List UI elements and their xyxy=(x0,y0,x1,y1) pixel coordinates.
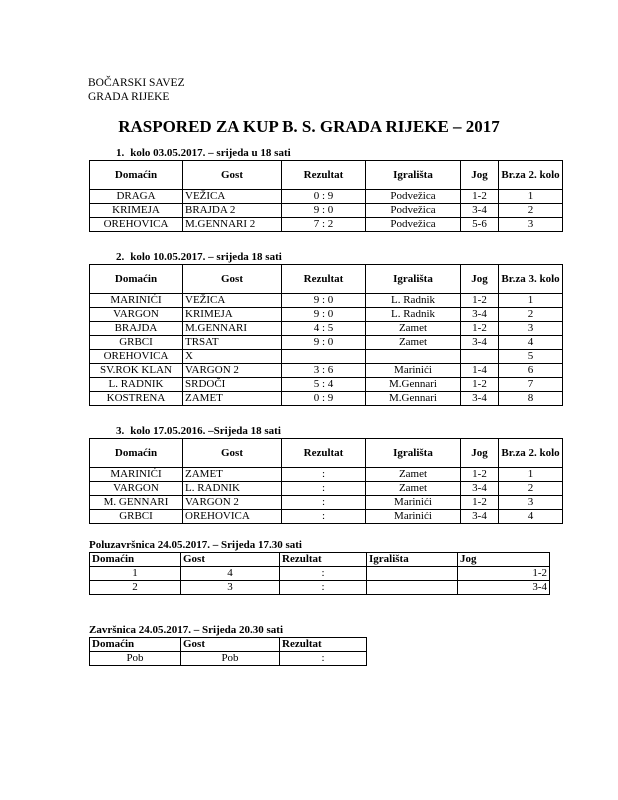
table-cell: DRAGA xyxy=(90,190,183,204)
table-cell: 7 : 2 xyxy=(282,218,366,232)
table-row xyxy=(90,567,550,581)
table-row xyxy=(90,308,563,322)
table-cell: Podvežica xyxy=(366,218,461,232)
table-cell: L. Radnik xyxy=(366,308,461,322)
table-cell: 3-4 xyxy=(461,204,499,218)
column-header: Rezultat xyxy=(282,161,366,190)
table-cell: Zamet xyxy=(366,336,461,350)
column-header: Gost xyxy=(181,638,280,652)
table-cell: 3 xyxy=(499,322,563,336)
table-cell xyxy=(367,567,458,581)
table-cell: 2 xyxy=(499,204,563,218)
column-header: Jog xyxy=(461,161,499,190)
column-header: Br.za 2. kolo xyxy=(499,439,563,468)
table-cell: 1-2 xyxy=(461,496,499,510)
table-cell: 8 xyxy=(499,392,563,406)
table-cell: Zamet xyxy=(366,468,461,482)
table-cell: Marinići xyxy=(366,510,461,524)
table-cell: 4 xyxy=(499,510,563,524)
table-cell: Podvežica xyxy=(366,190,461,204)
column-header: Gost xyxy=(183,439,282,468)
table-cell: 7 xyxy=(499,378,563,392)
table-row xyxy=(90,294,563,308)
column-header: Rezultat xyxy=(280,553,367,567)
column-header: Jog xyxy=(461,265,499,294)
table-cell: Marinići xyxy=(366,364,461,378)
table-cell: 3-4 xyxy=(458,581,550,595)
header-line-1: BOČARSKI SAVEZ xyxy=(88,77,185,89)
table-cell: MARINIĆI xyxy=(90,294,183,308)
table-cell: 1-2 xyxy=(461,294,499,308)
round-heading-text: kolo 10.05.2017. – srijeda 18 sati xyxy=(130,251,282,263)
table-cell: 2 xyxy=(499,482,563,496)
table-header-row xyxy=(90,439,563,468)
table-cell: M.GENNARI 2 xyxy=(183,218,282,232)
table-cell: KRIMEJA xyxy=(90,204,183,218)
column-header: Rezultat xyxy=(282,265,366,294)
table-cell: X xyxy=(183,350,282,364)
table-cell: KRIMEJA xyxy=(183,308,282,322)
table-cell: 9 : 0 xyxy=(282,336,366,350)
semifinal-heading: Poluzavršnica 24.05.2017. – Srijeda 17.30 sati xyxy=(89,539,302,551)
column-header: Igrališta xyxy=(366,439,461,468)
table-cell: : xyxy=(282,496,366,510)
table-cell: 9 : 0 xyxy=(282,204,366,218)
table-row xyxy=(90,496,563,510)
column-header: Domaćin xyxy=(90,553,181,567)
table-cell: 1-2 xyxy=(461,378,499,392)
table-cell: ZAMET xyxy=(183,468,282,482)
table-cell: : xyxy=(282,468,366,482)
column-header: Igrališta xyxy=(367,553,458,567)
table-header-row xyxy=(90,161,563,190)
column-header: Jog xyxy=(461,439,499,468)
column-header: Igrališta xyxy=(366,265,461,294)
table-cell: 1 xyxy=(499,294,563,308)
table-cell: GRBCI xyxy=(90,510,183,524)
table-cell: VEŽICA xyxy=(183,190,282,204)
round-heading xyxy=(116,147,291,159)
table-cell: 1 xyxy=(90,567,181,581)
column-header: Domaćin xyxy=(90,638,181,652)
table-cell: : xyxy=(280,652,367,666)
column-header: Br.za 2. kolo xyxy=(499,161,563,190)
table-cell: 1 xyxy=(499,190,563,204)
table-row xyxy=(90,392,563,406)
round-heading-text: kolo 17.05.2016. –Srijeda 18 sati xyxy=(130,425,281,437)
column-header: Jog xyxy=(458,553,550,567)
table-cell: 3 xyxy=(499,496,563,510)
table-row xyxy=(90,482,563,496)
table-row xyxy=(90,652,367,666)
table-cell: 4 xyxy=(181,567,280,581)
final-heading: Završnica 24.05.2017. – Srijeda 20.30 sati xyxy=(89,624,284,636)
round-table xyxy=(89,160,563,232)
table-row xyxy=(90,510,563,524)
federation-header xyxy=(88,76,185,104)
column-header: Rezultat xyxy=(280,638,367,652)
column-header: Rezultat xyxy=(282,439,366,468)
table-cell: TRSAT xyxy=(183,336,282,350)
table-header-row xyxy=(90,553,550,567)
table-row xyxy=(90,218,563,232)
table-cell: BRAJDA 2 xyxy=(183,204,282,218)
column-header: Domaćin xyxy=(90,265,183,294)
table-cell: 1-2 xyxy=(461,322,499,336)
table-cell: KOSTRENA xyxy=(90,392,183,406)
table-cell: : xyxy=(280,567,367,581)
table-cell: L. RADNIK xyxy=(90,378,183,392)
table-row xyxy=(90,190,563,204)
column-header: Gost xyxy=(181,553,280,567)
table-cell: 1-4 xyxy=(461,364,499,378)
table-cell xyxy=(367,581,458,595)
table-cell: 1 xyxy=(499,468,563,482)
table-cell: 5 xyxy=(499,350,563,364)
table-cell: VEŽICA xyxy=(183,294,282,308)
table-cell: 3-4 xyxy=(461,510,499,524)
table-cell: 3 : 6 xyxy=(282,364,366,378)
table-cell: SRDOČI xyxy=(183,378,282,392)
table-cell: : xyxy=(282,482,366,496)
round-table xyxy=(89,438,563,524)
table-cell: L. Radnik xyxy=(366,294,461,308)
table-cell: 9 : 0 xyxy=(282,294,366,308)
round-number: 2. xyxy=(116,251,125,263)
table-cell: VARGON 2 xyxy=(183,496,282,510)
table-cell: Zamet xyxy=(366,322,461,336)
table-cell: 0 : 9 xyxy=(282,392,366,406)
table-cell: : xyxy=(280,581,367,595)
table-cell: Marinići xyxy=(366,496,461,510)
table-row xyxy=(90,322,563,336)
table-row xyxy=(90,336,563,350)
table-cell xyxy=(282,350,366,364)
table-cell: 1-2 xyxy=(458,567,550,581)
page-title: RASPORED ZA KUP B. S. GRADA RIJEKE – 2017 xyxy=(118,117,500,136)
table-cell: 3-4 xyxy=(461,308,499,322)
table-cell: : xyxy=(282,510,366,524)
table-cell xyxy=(461,350,499,364)
table-cell: M. GENNARI xyxy=(90,496,183,510)
table-cell: L. RADNIK xyxy=(183,482,282,496)
table-cell: M.Gennari xyxy=(366,392,461,406)
header-line-2: GRADA RIJEKE xyxy=(88,91,170,103)
table-row xyxy=(90,378,563,392)
table-cell xyxy=(366,350,461,364)
table-cell: OREHOVICA xyxy=(183,510,282,524)
table-cell: MARINIĆI xyxy=(90,468,183,482)
table-cell: 3 xyxy=(499,218,563,232)
table-cell: VARGON 2 xyxy=(183,364,282,378)
table-cell: 0 : 9 xyxy=(282,190,366,204)
table-header-row xyxy=(90,638,367,652)
table-cell: BRAJDA xyxy=(90,322,183,336)
table-cell: 3-4 xyxy=(461,392,499,406)
table-cell: 4 : 5 xyxy=(282,322,366,336)
table-cell: GRBCI xyxy=(90,336,183,350)
column-header: Gost xyxy=(183,265,282,294)
round-heading xyxy=(116,425,281,437)
round-number: 3. xyxy=(116,425,125,437)
table-cell: Pob xyxy=(90,652,181,666)
table-cell: ZAMET xyxy=(183,392,282,406)
table-cell: SV.ROK KLAN xyxy=(90,364,183,378)
table-cell: M.Gennari xyxy=(366,378,461,392)
table-row xyxy=(90,204,563,218)
table-cell: 5 : 4 xyxy=(282,378,366,392)
round-table xyxy=(89,264,563,406)
table-cell: OREHOVICA xyxy=(90,350,183,364)
table-header-row xyxy=(90,265,563,294)
table-cell: 3-4 xyxy=(461,336,499,350)
table-row xyxy=(90,364,563,378)
table-cell: 6 xyxy=(499,364,563,378)
table-cell: 2 xyxy=(90,581,181,595)
table-cell: 2 xyxy=(499,308,563,322)
table-cell: 1-2 xyxy=(461,468,499,482)
round-number: 1. xyxy=(116,147,125,159)
column-header: Domaćin xyxy=(90,439,183,468)
table-cell: Pob xyxy=(181,652,280,666)
table-cell: Zamet xyxy=(366,482,461,496)
table-cell: VARGON xyxy=(90,308,183,322)
round-heading xyxy=(116,251,282,263)
column-header: Gost xyxy=(183,161,282,190)
column-header: Igrališta xyxy=(366,161,461,190)
table-row xyxy=(90,350,563,364)
table-row xyxy=(90,581,550,595)
final-table xyxy=(89,637,367,666)
table-cell: 9 : 0 xyxy=(282,308,366,322)
column-header: Domaćin xyxy=(90,161,183,190)
table-row xyxy=(90,468,563,482)
table-cell: M.GENNARI xyxy=(183,322,282,336)
round-heading-text: kolo 03.05.2017. – srijeda u 18 sati xyxy=(130,147,291,159)
table-cell: 4 xyxy=(499,336,563,350)
table-cell: Podvežica xyxy=(366,204,461,218)
table-cell: 1-2 xyxy=(461,190,499,204)
semifinal-table xyxy=(89,552,550,595)
table-cell: VARGON xyxy=(90,482,183,496)
table-cell: 5-6 xyxy=(461,218,499,232)
column-header: Br.za 3. kolo xyxy=(499,265,563,294)
table-cell: 3-4 xyxy=(461,482,499,496)
table-cell: 3 xyxy=(181,581,280,595)
table-cell: OREHOVICA xyxy=(90,218,183,232)
